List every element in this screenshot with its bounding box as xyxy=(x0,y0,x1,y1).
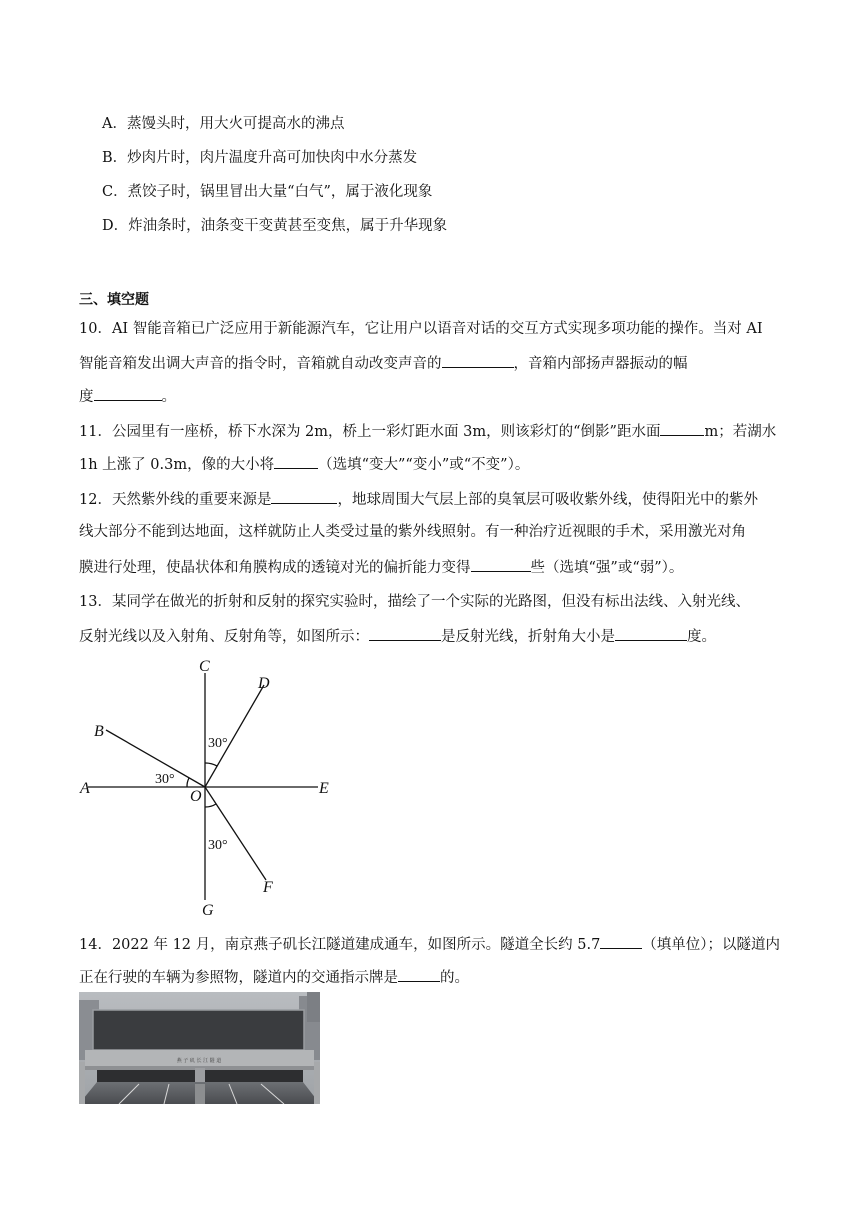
answer-blank[interactable] xyxy=(600,933,642,949)
answer-blank[interactable] xyxy=(369,625,441,641)
answer-blank[interactable] xyxy=(274,453,318,469)
answer-blank[interactable] xyxy=(471,556,531,572)
q13-line1: 13．某同学在做光的折射和反射的探究实验时，描绘了一个实际的光路图，但没有标出法线、入射光线、 xyxy=(79,594,750,610)
angle-label-top: 30° xyxy=(208,736,228,751)
tunnel-sign-text: 燕 子 矶 长 江 隧 道 xyxy=(176,1058,222,1064)
answer-blank[interactable] xyxy=(94,385,162,401)
q13-line2 xyxy=(79,625,716,647)
q12-text: 些（选填“强”或“弱”）。 xyxy=(530,560,684,576)
q14-text: 的。 xyxy=(440,970,469,986)
label-d: D xyxy=(258,675,270,692)
answer-blank[interactable] xyxy=(660,420,704,436)
option-b: B．炒肉片时，肉片温度升高可加快肉中水分蒸发 xyxy=(102,150,418,166)
label-e: E xyxy=(319,780,329,797)
q10-line1: 10．AI 智能音箱已广泛应用于新能源汽车，它让用户以语音对话的交互方式实现多项功能的操作。当对 AI xyxy=(79,321,763,337)
q12-line3 xyxy=(79,556,683,578)
q10-text: ，音箱内部扬声器振动的幅 xyxy=(513,356,688,372)
answer-blank[interactable] xyxy=(615,625,687,641)
q11-line2 xyxy=(79,453,529,475)
answer-blank[interactable] xyxy=(271,488,337,504)
q11-text: 1h 上涨了 0.3m，像的大小将 xyxy=(79,457,275,473)
q10-line3 xyxy=(79,385,176,407)
q11-text: 11．公园里有一座桥，桥下水深为 2m，桥上一彩灯距水面 3m，则该彩灯的“倒影”距水面 xyxy=(79,424,661,440)
q13-text: 度。 xyxy=(687,629,716,645)
label-b: B xyxy=(94,723,104,740)
q14-line2 xyxy=(79,966,469,988)
q14-text: （填单位）；以隧道内 xyxy=(642,937,781,953)
q11-line1 xyxy=(79,420,776,442)
angle-arc-top xyxy=(205,763,217,766)
q12-text: ，地球周围大气层上部的臭氧层可吸收紫外线，使得阳光中的紫外 xyxy=(337,492,758,508)
light-path-diagram xyxy=(78,656,348,921)
q12-text: 12．天然紫外线的重要来源是 xyxy=(79,492,272,508)
label-a: A xyxy=(80,780,90,797)
label-g: G xyxy=(202,902,214,919)
answer-blank[interactable] xyxy=(442,352,514,368)
angle-arc-bottom xyxy=(205,804,216,807)
q14-line1 xyxy=(79,933,780,955)
q11-text: （选填“变大”“变小”或“不变”）。 xyxy=(318,457,530,473)
q14-text: 正在行驶的车辆为参照物，隧道内的交通指示牌是 xyxy=(79,970,398,986)
label-c: C xyxy=(199,658,210,675)
tunnel-photo xyxy=(79,992,320,1104)
q12-line1 xyxy=(79,488,758,510)
q12-text: 膜进行处理，使晶状体和角膜构成的透镜对光的偏折能力变得 xyxy=(79,560,471,576)
label-f: F xyxy=(263,879,273,896)
section-title: 三、填空题 xyxy=(79,292,149,308)
option-a: A．蒸馒头时，用大火可提高水的沸点 xyxy=(102,116,345,132)
q10-line2 xyxy=(79,352,688,374)
answer-blank[interactable] xyxy=(398,966,440,982)
angle-label-left: 30° xyxy=(155,772,175,787)
q12-line2: 线大部分不能到达地面，这样就防止人类受过量的紫外线照射。有一种治疗近视眼的手术，采用激光对角 xyxy=(79,524,746,540)
q10-text: 度 xyxy=(79,389,94,405)
option-c: C．煮饺子时，锅里冒出大量“白气”，属于液化现象 xyxy=(102,184,433,200)
tunnel-illustration xyxy=(79,992,320,1104)
q13-text: 是反射光线，折射角大小是 xyxy=(441,629,615,645)
q14-text: 14．2022 年 12 月，南京燕子矶长江隧道建成通车，如图所示。隧道全长约 5.7 xyxy=(79,937,601,953)
q10-text: 智能音箱发出调大声音的指令时，音箱就自动改变声音的 xyxy=(79,356,442,372)
option-d: D．炸油条时，油条变干变黄甚至变焦，属于升华现象 xyxy=(102,218,448,234)
angle-arc-left xyxy=(187,778,189,787)
ray-of xyxy=(205,787,266,880)
angle-label-bottom: 30° xyxy=(208,838,228,853)
q13-text: 反射光线以及入射角、反射角等，如图所示： xyxy=(79,629,369,645)
label-o: O xyxy=(190,788,202,805)
q11-text: m；若湖水 xyxy=(704,424,777,440)
q10-text: 。 xyxy=(161,389,176,405)
